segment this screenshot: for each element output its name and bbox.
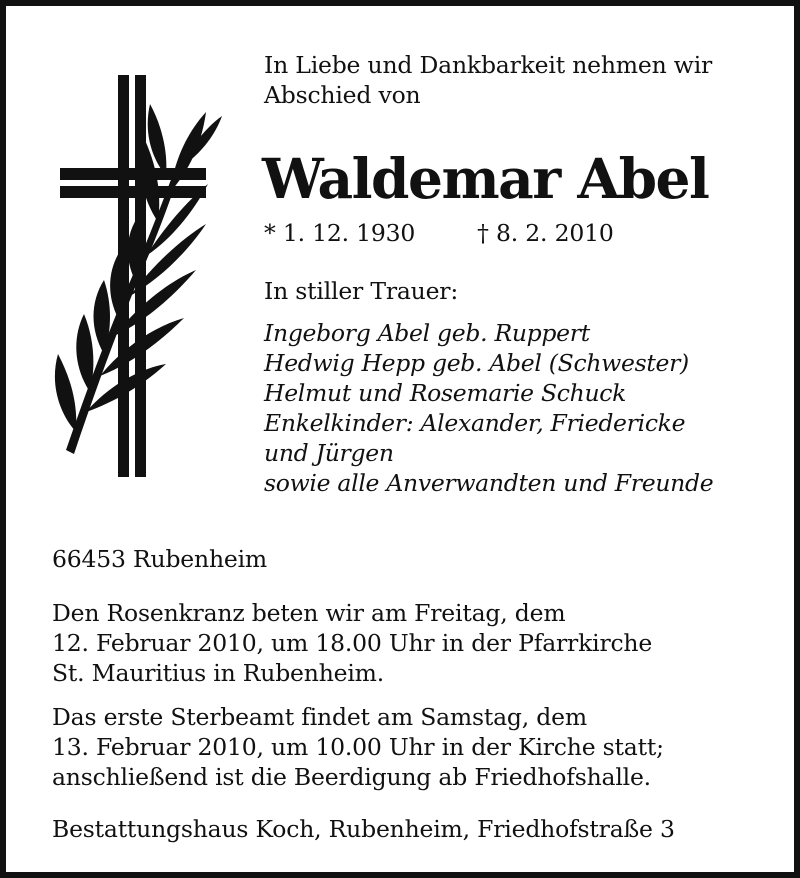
mourning-label: In stiller Trauer:: [264, 277, 459, 305]
mourner-line: und Jürgen: [264, 439, 394, 467]
mourner-line: Helmut und Rosemarie Schuck: [264, 379, 627, 407]
rosary-line: 12. Februar 2010, um 18.00 Uhr in der Pfarrkirche: [52, 629, 653, 657]
rosary-line: Den Rosenkranz beten wir am Freitag, dem: [52, 599, 566, 627]
requiem-line: anschließend ist die Beerdigung ab Friedhofshalle.: [52, 763, 651, 791]
life-dates: [264, 218, 614, 248]
mourner-line: Enkelkinder: Alexander, Friedericke: [264, 409, 686, 437]
deceased-name: Waldemar Abel: [262, 146, 709, 211]
mourner-line: Ingeborg Abel geb. Ruppert: [264, 319, 590, 347]
mourner-line: sowie alle Anverwandten und Freunde: [264, 469, 714, 497]
requiem-line: 13. Februar 2010, um 10.00 Uhr in der Kirche statt;: [52, 733, 664, 761]
requiem-line: Das erste Sterbeamt findet am Samstag, dem: [52, 703, 587, 731]
intro-line: In Liebe und Dankbarkeit nehmen wir: [264, 51, 713, 79]
funeral-home: Bestattungshaus Koch, Rubenheim, Friedhofstraße 3: [52, 815, 675, 843]
requiem-paragraph: [52, 702, 664, 792]
death-date: † 8. 2. 2010: [477, 219, 614, 247]
cross-with-palm-branch-icon: [46, 72, 226, 484]
rosary-paragraph: [52, 598, 652, 688]
mourner-line: Hedwig Hepp geb. Abel (Schwester): [264, 349, 689, 377]
location: 66453 Rubenheim: [52, 545, 267, 573]
rosary-line: St. Mauritius in Rubenheim.: [52, 659, 385, 687]
birth-date: * 1. 12. 1930: [264, 219, 416, 247]
mourners-list: [264, 318, 713, 498]
intro-line: Abschied von: [264, 81, 421, 109]
intro-text: [264, 50, 712, 110]
